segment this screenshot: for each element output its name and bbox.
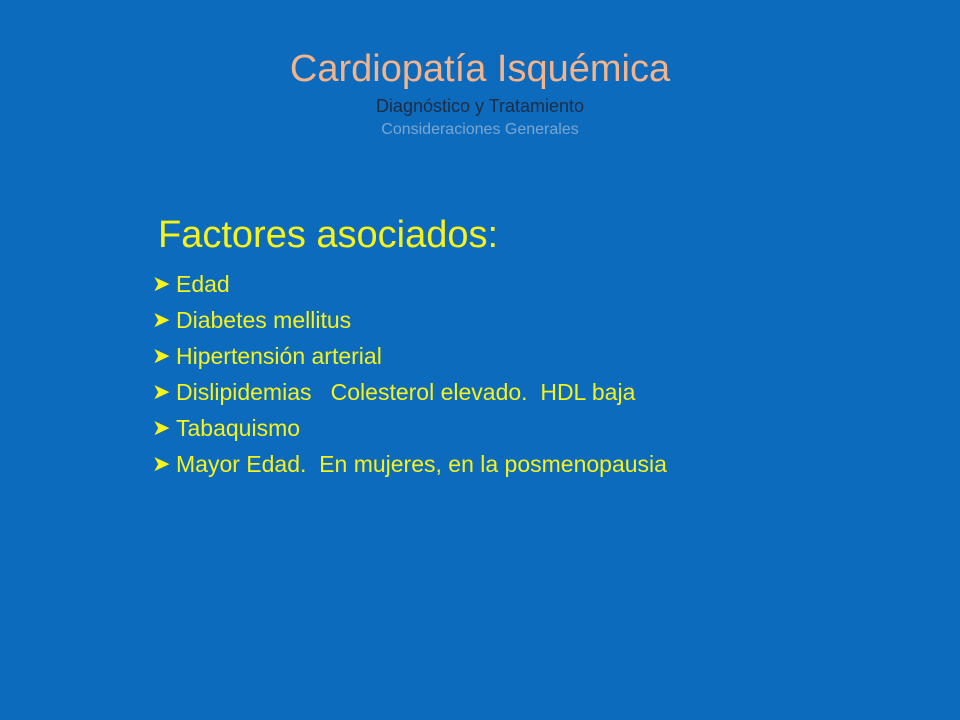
arrowhead-bullet-icon: ➤ bbox=[152, 451, 171, 476]
list-item bbox=[152, 410, 932, 446]
factor-label: Diabetes mellitus bbox=[176, 306, 352, 333]
slide-subtitle: Diagnóstico y Tratamiento bbox=[375, 96, 585, 116]
arrowhead-bullet-icon: ➤ bbox=[152, 343, 171, 368]
slide-content bbox=[152, 210, 932, 482]
factor-label: Dislipidemias Colesterol elevado. HDL baja bbox=[176, 378, 636, 405]
factor-label: Edad bbox=[176, 270, 230, 297]
arrowhead-bullet-icon: ➤ bbox=[152, 415, 171, 440]
arrowhead-bullet-icon: ➤ bbox=[152, 307, 171, 332]
slide-header bbox=[0, 44, 960, 142]
list-item bbox=[152, 374, 932, 410]
list-item bbox=[152, 266, 932, 302]
arrowhead-bullet-icon: ➤ bbox=[152, 379, 171, 404]
factor-label: Hipertensión arterial bbox=[176, 342, 382, 369]
slide-title: Cardiopatía Isquémica bbox=[289, 48, 671, 90]
slide-subsubtitle: Consideraciones Generales bbox=[381, 121, 579, 138]
list-item bbox=[152, 338, 932, 374]
factor-label: Tabaquismo bbox=[176, 414, 301, 441]
arrowhead-bullet-icon: ➤ bbox=[152, 271, 171, 296]
factors-heading: Factores asociados: bbox=[158, 214, 499, 256]
factor-list bbox=[152, 266, 932, 482]
list-item bbox=[152, 302, 932, 338]
factor-label: Mayor Edad. En mujeres, en la posmenopausia bbox=[176, 450, 667, 477]
list-item bbox=[152, 446, 932, 482]
